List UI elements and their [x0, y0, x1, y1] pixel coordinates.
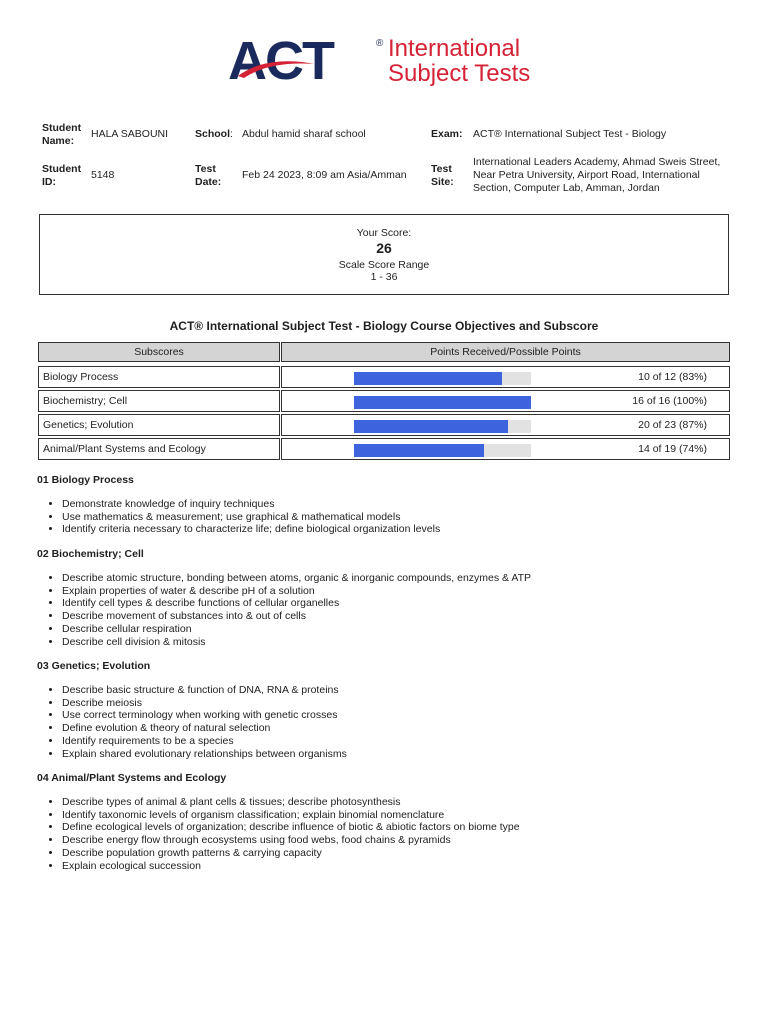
- school-label-text: School: [195, 128, 231, 140]
- list-item: • Use correct terminology when working with genetic crosses: [62, 709, 347, 722]
- objective-list: [37, 572, 531, 648]
- logo-swoosh-icon: [236, 56, 316, 78]
- objective-title: 03 Genetics; Evolution: [37, 660, 151, 672]
- list-item: • Describe energy flow through ecosystems using food webs, food chains & pyramids: [62, 834, 520, 847]
- progress-bar-track: [354, 444, 531, 457]
- list-item: • Demonstrate knowledge of inquiry techniques: [62, 498, 440, 511]
- points-text: 10 of 12 (83%): [638, 371, 707, 383]
- school-name: Abdul hamid sharaf school: [242, 128, 366, 140]
- exam-name: ACT® International Subject Test - Biology: [473, 128, 667, 140]
- your-score-label: Your Score:: [356, 227, 412, 239]
- objective-section: [37, 660, 347, 760]
- list-item: • Describe cell division & mitosis: [62, 636, 531, 649]
- progress-bar-fill: [354, 372, 502, 385]
- table-row-points: [281, 366, 730, 388]
- list-item: • Describe movement of substances into & out of cells: [62, 610, 531, 623]
- list-item: • Define evolution & theory of natural selection: [62, 722, 347, 735]
- test-date-label: [195, 163, 221, 189]
- progress-bar-fill: [354, 444, 484, 457]
- list-item: • Identify criteria necessary to characterize life; define biological organization levels: [62, 523, 440, 536]
- test-site-label-line2: Site:: [431, 176, 454, 188]
- objective-list: [37, 684, 347, 760]
- list-item: • Identify requirements to be a species: [62, 735, 347, 748]
- list-item: • Explain shared evolutionary relationships between organisms: [62, 748, 347, 761]
- progress-bar-track: [354, 396, 531, 409]
- table-row-subscore-name: Biochemistry; Cell: [38, 390, 280, 412]
- student-id-label: [42, 163, 81, 189]
- objective-list: [37, 796, 520, 872]
- test-date: Feb 24 2023, 8:09 am Asia/Amman: [242, 169, 407, 181]
- table-row-points: [281, 414, 730, 436]
- score-value: 26: [376, 240, 392, 256]
- list-item: • Explain ecological succession: [62, 860, 520, 873]
- score-box: [39, 214, 729, 295]
- objective-section: [37, 772, 520, 872]
- objective-title: 01 Biology Process: [37, 474, 134, 486]
- list-item: • Describe types of animal & plant cells & tissues; describe photosynthesis: [62, 796, 520, 809]
- progress-bar-fill: [354, 396, 531, 409]
- list-item: • Explain properties of water & describe pH of a solution: [62, 585, 531, 598]
- logo-registered-mark: ®: [376, 38, 384, 49]
- act-logo: [228, 31, 548, 91]
- list-item: • Describe basic structure & function of DNA, RNA & proteins: [62, 684, 347, 697]
- test-site-line1: International Leaders Academy, Ahmad Sweis Street,: [473, 156, 721, 168]
- logo-brand: ACT: [228, 31, 333, 91]
- points-text: 20 of 23 (87%): [638, 419, 707, 431]
- list-item: • Describe cellular respiration: [62, 623, 531, 636]
- list-item: • Identify taxonomic levels of organism classification; explain binomial nomenclature: [62, 809, 520, 822]
- test-site-line2: Near Petra University, Airport Road, International: [473, 169, 700, 181]
- list-item: • Describe meiosis: [62, 697, 347, 710]
- school-label-colon: :: [230, 128, 233, 140]
- list-item: • Identify cell types & describe functions of cellular organelles: [62, 597, 531, 610]
- table-row-points: [281, 438, 730, 460]
- points-text: 16 of 16 (100%): [632, 395, 707, 407]
- test-date-label-line1: Test: [195, 163, 216, 175]
- scale-range: 1 - 36: [370, 271, 398, 283]
- exam-label: Exam:: [431, 128, 463, 140]
- student-id-label-line2: ID:: [42, 176, 56, 188]
- list-item: • Use mathematics & measurement; use graphical & mathematical models: [62, 511, 440, 524]
- test-site: [473, 156, 720, 195]
- logo-line-1: International: [388, 35, 521, 62]
- student-name-label-line1: Student: [42, 122, 82, 134]
- table-row-subscore-name: Biology Process: [38, 366, 280, 388]
- objective-title: 02 Biochemistry; Cell: [37, 548, 144, 560]
- points-header: Points Received/Possible Points: [281, 342, 730, 362]
- objective-section: [37, 548, 531, 648]
- objective-section: [37, 474, 440, 536]
- scale-range-label: Scale Score Range: [338, 259, 430, 271]
- school-label: [195, 128, 233, 141]
- progress-bar-fill: [354, 420, 508, 433]
- student-id-label-line1: Student: [42, 163, 82, 175]
- list-item: • Describe population growth patterns & carrying capacity: [62, 847, 520, 860]
- subscore-section-title: ACT® International Subject Test - Biology Course Objectives and Subscore: [169, 319, 599, 333]
- student-name-label-line2: Name:: [42, 135, 75, 147]
- logo-line-2: Subject Tests: [388, 60, 531, 87]
- student-id: 5148: [91, 169, 115, 181]
- test-site-line3: Section, Computer Lab, Amman, Jordan: [473, 182, 660, 194]
- student-name: HALA SABOUNI: [91, 128, 169, 140]
- table-row-points: [281, 390, 730, 412]
- student-name-label: [42, 122, 81, 148]
- list-item: • Define ecological levels of organization; describe influence of biotic & abiotic factors on biome type: [62, 821, 520, 834]
- subscores-header: Subscores: [38, 342, 280, 362]
- test-site-label: [431, 163, 454, 189]
- test-date-label-line2: Date:: [195, 176, 222, 188]
- list-item: • Describe atomic structure, bonding between atoms, organic & inorganic compounds, enzymes & ATP: [62, 572, 531, 585]
- table-row-subscore-name: Genetics; Evolution: [38, 414, 280, 436]
- table-row-subscore-name: Animal/Plant Systems and Ecology: [38, 438, 280, 460]
- progress-bar-track: [354, 372, 531, 385]
- points-text: 14 of 19 (74%): [638, 443, 707, 455]
- progress-bar-track: [354, 420, 531, 433]
- objective-title: 04 Animal/Plant Systems and Ecology: [37, 772, 227, 784]
- objective-list: [37, 498, 440, 536]
- test-site-label-line1: Test: [431, 163, 452, 175]
